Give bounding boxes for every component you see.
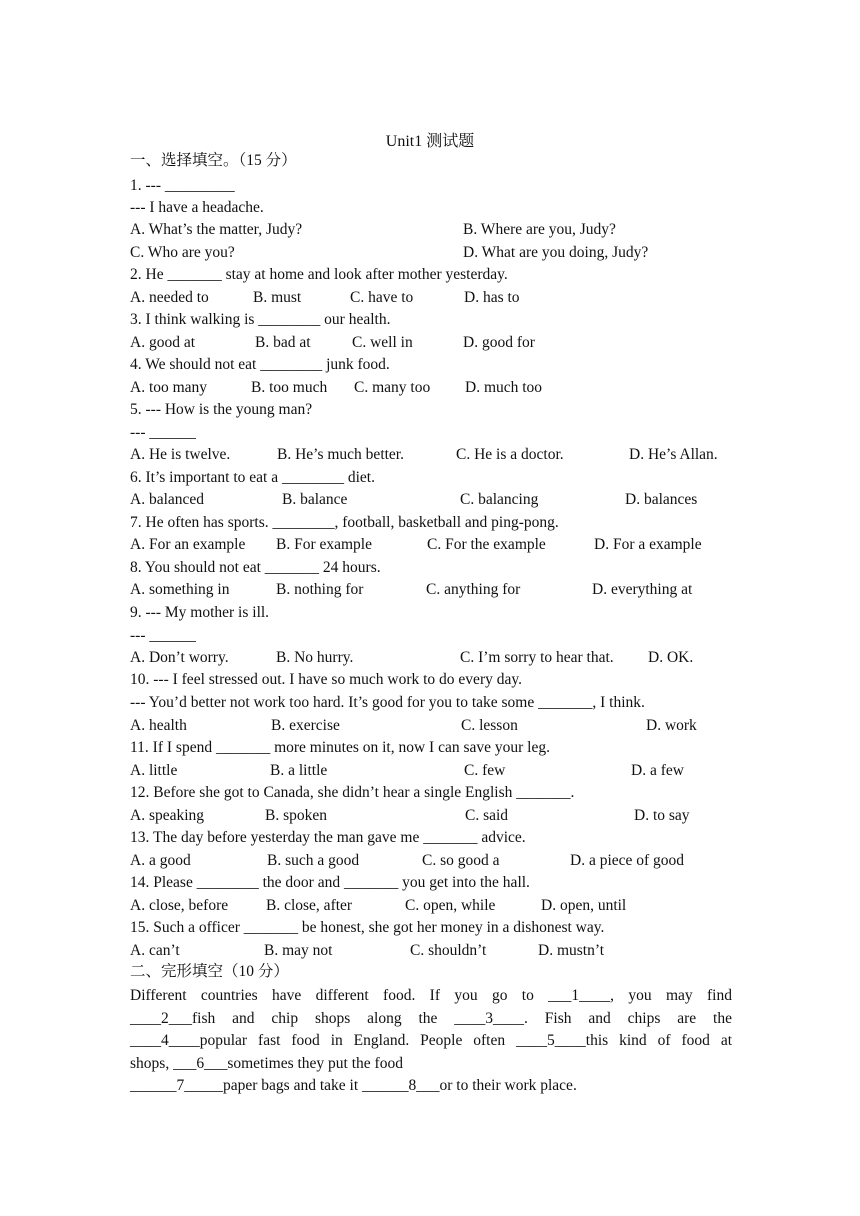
question-13-option-d: D. a piece of good xyxy=(570,852,685,869)
question-13-option-c: C. so good a xyxy=(422,852,500,869)
cloze-paragraph-line-5: ______7_____paper bags and take it ______8___or to their work place. xyxy=(130,1077,577,1094)
question-1-stem: 1. --- _________ xyxy=(130,177,235,194)
question-3-option-b: B. bad at xyxy=(255,334,311,351)
question-4-option-a: A. too many xyxy=(130,379,208,396)
question-12-option-a: A. speaking xyxy=(130,807,205,824)
question-5-response: --- ______ xyxy=(130,424,196,441)
cloze-paragraph-line-3: ____4____popular fast food in England. People often ____5____this kind of food at xyxy=(130,1032,732,1049)
question-15-option-b: B. may not xyxy=(264,942,333,959)
question-11-option-c: C. few xyxy=(464,762,506,779)
question-10-option-d: D. work xyxy=(646,717,697,734)
question-6-option-c: C. balancing xyxy=(460,491,539,508)
question-10-response: --- You’d better not work too hard. It’s good for you to take some _______, I think. xyxy=(130,694,645,711)
question-9-response: --- ______ xyxy=(130,627,196,644)
question-1-option-b: B. Where are you, Judy? xyxy=(463,221,616,238)
question-10-option-a: A. health xyxy=(130,717,187,734)
question-5-option-b: B. He’s much better. xyxy=(277,446,404,463)
question-2-option-a: A. needed to xyxy=(130,289,209,306)
question-5-option-a: A. He is twelve. xyxy=(130,446,231,463)
question-10-stem: 10. --- I feel stressed out. I have so much work to do every day. xyxy=(130,671,522,688)
question-5-option-c: C. He is a doctor. xyxy=(456,446,564,463)
question-15-option-a: A. can’t xyxy=(130,942,180,959)
question-3-stem: 3. I think walking is ________ our health. xyxy=(130,311,391,328)
question-8-option-a: A. something in xyxy=(130,581,230,598)
question-7-option-c: C. For the example xyxy=(427,536,546,553)
question-9-option-a: A. Don’t worry. xyxy=(130,649,229,666)
question-9-option-c: C. I’m sorry to hear that. xyxy=(460,649,614,666)
question-2-option-d: D. has to xyxy=(464,289,520,306)
question-6-option-d: D. balances xyxy=(625,491,698,508)
cloze-paragraph-line-4: shops, ___6___sometimes they put the food xyxy=(130,1055,403,1072)
question-2-stem: 2. He _______ stay at home and look after mother yesterday. xyxy=(130,266,508,283)
question-1-option-c: C. Who are you? xyxy=(130,244,235,261)
question-11-stem: 11. If I spend _______ more minutes on it, now I can save your leg. xyxy=(130,739,550,756)
question-4-option-d: D. much too xyxy=(465,379,543,396)
question-13-option-b: B. such a good xyxy=(267,852,360,869)
question-11-option-d: D. a few xyxy=(631,762,684,779)
question-12-option-d: D. to say xyxy=(634,807,690,824)
question-9-option-b: B. No hurry. xyxy=(276,649,354,666)
question-3-option-a: A. good at xyxy=(130,334,196,351)
question-10-option-c: C. lesson xyxy=(461,717,518,734)
question-8-option-c: C. anything for xyxy=(426,581,521,598)
section2-heading: 二、完形填空（10 分） xyxy=(130,963,289,980)
question-7-stem: 7. He often has sports. ________, football, basketball and ping-pong. xyxy=(130,514,559,531)
question-5-stem: 5. --- How is the young man? xyxy=(130,401,313,418)
cloze-paragraph-line-1: Different countries have different food. If you go to ___1____, you may find xyxy=(130,987,732,1004)
question-6-option-a: A. balanced xyxy=(130,491,205,508)
question-2-option-b: B. must xyxy=(253,289,302,306)
question-8-stem: 8. You should not eat _______ 24 hours. xyxy=(130,559,381,576)
question-13-option-a: A. a good xyxy=(130,852,191,869)
question-11-option-b: B. a little xyxy=(270,762,328,779)
question-8-option-d: D. everything at xyxy=(592,581,693,598)
question-14-stem: 14. Please ________ the door and _______ you get into the hall. xyxy=(130,874,530,891)
question-7-option-d: D. For a example xyxy=(594,536,702,553)
page-title: Unit1 测试题 xyxy=(385,133,475,150)
question-11-option-a: A. little xyxy=(130,762,178,779)
question-1-response: --- I have a headache. xyxy=(130,199,264,216)
question-12-option-c: C. said xyxy=(465,807,509,824)
cloze-paragraph-line-2: ____2___fish and chip shops along the ____3____. Fish and chips are the xyxy=(130,1010,732,1027)
question-4-option-b: B. too much xyxy=(251,379,328,396)
section1-heading: 一、选择填空。（15 分） xyxy=(130,152,297,169)
question-13-stem: 13. The day before yesterday the man gave me _______ advice. xyxy=(130,829,526,846)
question-1-option-a: A. What’s the matter, Judy? xyxy=(130,221,303,238)
question-15-stem: 15. Such a officer _______ be honest, she got her money in a dishonest way. xyxy=(130,919,605,936)
question-10-option-b: B. exercise xyxy=(271,717,340,734)
question-12-stem: 12. Before she got to Canada, she didn’t hear a single English _______. xyxy=(130,784,575,801)
question-4-option-c: C. many too xyxy=(354,379,431,396)
question-4-stem: 4. We should not eat ________ junk food. xyxy=(130,356,390,373)
question-14-option-d: D. open, until xyxy=(541,897,627,914)
question-9-stem: 9. --- My mother is ill. xyxy=(130,604,270,621)
question-8-option-b: B. nothing for xyxy=(276,581,364,598)
question-5-option-d: D. He’s Allan. xyxy=(629,446,718,463)
question-15-option-c: C. shouldn’t xyxy=(410,942,487,959)
question-12-option-b: B. spoken xyxy=(265,807,327,824)
question-3-option-d: D. good for xyxy=(463,334,535,351)
question-7-option-b: B. For example xyxy=(276,536,372,553)
question-14-option-b: B. close, after xyxy=(266,897,353,914)
question-15-option-d: D. mustn’t xyxy=(538,942,605,959)
question-14-option-c: C. open, while xyxy=(405,897,496,914)
question-7-option-a: A. For an example xyxy=(130,536,246,553)
question-2-option-c: C. have to xyxy=(350,289,414,306)
question-1-option-d: D. What are you doing, Judy? xyxy=(463,244,649,261)
question-14-option-a: A. close, before xyxy=(130,897,229,914)
question-6-stem: 6. It’s important to eat a ________ diet. xyxy=(130,469,375,486)
question-3-option-c: C. well in xyxy=(352,334,413,351)
question-6-option-b: B. balance xyxy=(282,491,348,508)
question-9-option-d: D. OK. xyxy=(648,649,694,666)
